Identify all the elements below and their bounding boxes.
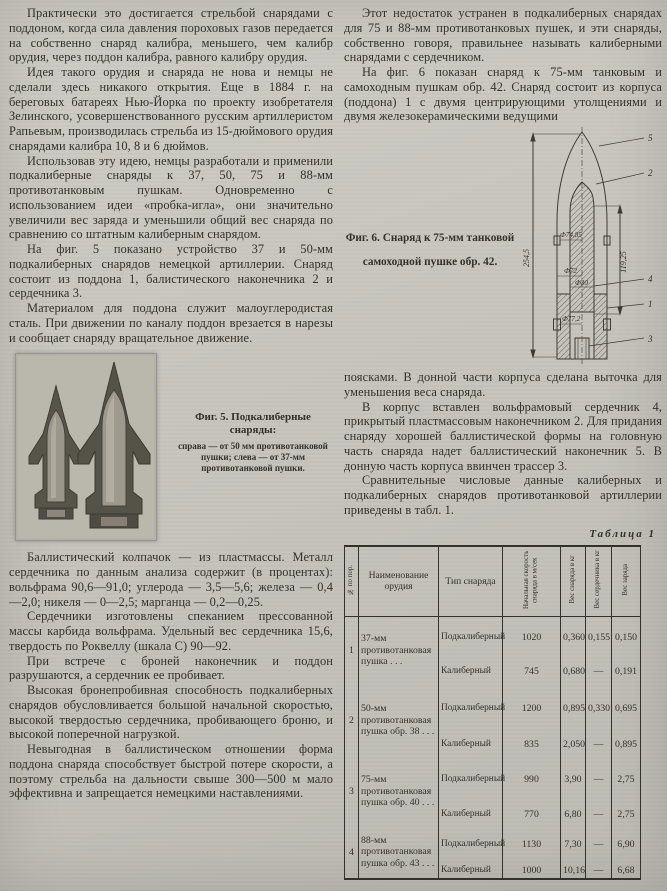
paragraph: Невыгодная в баллистическом отношении форма поддона снаряда способствует быстрой потере скорости, а поэтому стрельба на дальности свыше 300—500 м мало эффективна и запрещается немецкими наставлениями. — [9, 742, 333, 801]
cell-velocity: 990 — [503, 757, 561, 803]
cell-shell-weight: 0,680 — [561, 659, 586, 685]
cell-num: 3 — [345, 757, 359, 827]
table-row — [345, 757, 641, 803]
cell-gun-name: 37-мм противотанковая пушка . . . — [359, 616, 439, 685]
header-num: № по пор. — [345, 546, 359, 617]
paragraph: На фиг. 6 показан снаряд к 75-мм танковым и самоходным пушкам обр. 42. Снаряд состоит из корпуса (поддона) 1 с двумя центрирующими утолщениями и двумя железокерамическими ведущими — [344, 65, 662, 124]
cell-shell-type: Калиберный — [439, 803, 503, 827]
header-velocity: Начальная скорость снаряда в м/сек — [503, 546, 561, 617]
cell-core-weight: — — [586, 733, 612, 757]
paragraph: Использовав эту идею, немцы разработали и применили подкалиберные снаряды к 37, 50, 75 и 88-мм противотанковым пушкам. Одновременно с использованием идеи «пробка-игла», они значительно увеличили вес заряда и уменьшили общий вес снаряда по сравнению со штатным калиберным снарядом. — [9, 153, 333, 242]
cell-num: 1 — [345, 616, 359, 685]
cell-core-weight: — — [586, 863, 612, 879]
cell-shell-weight: 0,895 — [561, 685, 586, 733]
cell-charge-weight: 6,90 — [612, 827, 641, 863]
cell-shell-type: Подкалиберный — [439, 757, 503, 803]
header-charge-weight: Вес заряда — [612, 546, 641, 617]
cell-core-weight: — — [586, 757, 612, 803]
cell-velocity: 835 — [503, 733, 561, 757]
header-gun-name: Наименование орудия — [359, 546, 439, 617]
figure-6 — [344, 126, 662, 366]
cell-gun-name: 50-мм противотанковая пушка обр. 38 . . . — [359, 685, 439, 757]
cell-shell-type: Калиберный — [439, 863, 503, 879]
comparison-table — [344, 545, 641, 880]
header-shell-weight: Вес снаряда в кг — [561, 546, 586, 617]
paragraph: Сердечники изготовлены спеканием прессованной массы карбида вольфрама. Удельный вес сердечника 15,6, твердость по Роквеллу (шкала С) 90—92. — [9, 609, 333, 653]
cell-core-weight: 0,155 — [586, 616, 612, 659]
cell-shell-weight: 0,360 — [561, 616, 586, 659]
cell-shell-type: Калиберный — [439, 733, 503, 757]
paragraph: Высокая бронепробивная способность подкалиберных снарядов обусловливается большой начальной скоростью, высокой твердостью сердечника, пробивающего броню, и высокой поперечной нагрузкой. — [9, 683, 333, 742]
dim-d4: Ф77,2 — [562, 315, 581, 323]
cell-charge-weight: 0,150 — [612, 616, 641, 659]
cell-charge-weight: 0,695 — [612, 685, 641, 733]
figure6-caption: Фиг. 6. Снаряд к 75-мм танковой самоходной пушке обр. 42. — [345, 232, 515, 268]
cell-charge-weight: 6,68 — [612, 863, 641, 879]
cell-shell-type: Подкалиберный — [439, 685, 503, 733]
shell-technical-drawing — [520, 126, 662, 366]
cell-charge-weight: 2,75 — [612, 757, 641, 803]
cell-num: 4 — [345, 827, 359, 879]
figure5-caption-detail: справа — от 50 мм противотанковой пушки; слева — от 37-мм противотанковой пушки. — [178, 441, 328, 474]
table-label: Таблица 1 — [589, 527, 656, 540]
cell-velocity: 1000 — [503, 863, 561, 879]
paragraph: Баллистический колпачок — из пластмассы. Металл сердечника по данным анализа содержит (в процентах): вольфрама 90,6—91,0; углерода — 3,5—5,6; железа — 0,4—2,0; никеля — 0—2,5; марганца — 0,2—0,25. — [9, 550, 333, 609]
cell-charge-weight: 0,895 — [612, 733, 641, 757]
cell-core-weight: — — [586, 803, 612, 827]
table-row — [345, 685, 641, 733]
cell-shell-weight: 10,16 — [561, 863, 586, 879]
cell-velocity: 1020 — [503, 616, 561, 659]
cell-gun-name: 75-мм противотанковая пушка обр. 40 . . . — [359, 757, 439, 827]
cell-shell-weight: 6,80 — [561, 803, 586, 827]
figure-5 — [9, 353, 333, 541]
paragraph: Идея такого орудия и снаряда не нова и немцы не сделали здесь никакого открытия. Еще в 1884 г. на береговых батареях Нью-Йорка по проекту изобретателя Зелинского, усовершенствованного русским артиллеристом Рапьевым, производилась стрельба из 15-дюймового орудия снарядами калибра 10, 8 и 6 дюймов. — [9, 65, 333, 153]
header-shell-type: Тип снаряда — [439, 546, 503, 617]
cell-core-weight: — — [586, 659, 612, 685]
cell-velocity: 1200 — [503, 685, 561, 733]
cell-shell-weight: 7,30 — [561, 827, 586, 863]
callout-4: 4 — [648, 274, 653, 284]
table-row — [345, 616, 641, 659]
dim-d3: Ф30 — [575, 279, 588, 287]
cell-shell-weight: 2,050 — [561, 733, 586, 757]
cell-charge-weight: 0,191 — [612, 659, 641, 685]
cell-gun-name: 88-мм противотанковая пушка обр. 43 . . . — [359, 827, 439, 879]
paragraph: поясками. В донной части корпуса сделана выточка для уменьшения веса снаряда. — [344, 370, 662, 399]
dim-d2: Ф72 — [564, 267, 577, 275]
figure5-caption-title: Фиг. 5. Подкалиберные снаряды: — [195, 411, 311, 437]
callout-5: 5 — [648, 133, 653, 143]
figure5-photo — [15, 353, 157, 541]
cell-charge-weight: 2,75 — [612, 803, 641, 827]
cell-num: 2 — [345, 685, 359, 757]
paragraph: Этот недостаток устранен в подкалиберных снарядах для 75 и 88-мм противотанковых пушек, и эти снаряды, собственно говоря, правильнее называть калиберными снарядами с сердечником. — [344, 6, 662, 65]
paragraph: При встрече с броней наконечник и поддон разрушаются, а сердечник ее пробивает. — [9, 653, 333, 683]
dim-total-height: 254,5 — [522, 249, 531, 267]
header-core-weight: Вес сердечника в кг — [586, 546, 612, 617]
paragraph: На фиг. 5 показано устройство 37 и 50-мм подкалиберных снарядов немецкой артиллерии. Снаряд состоит из поддона 1, балистического наконечника 2 и сердечника 3. — [9, 242, 333, 301]
sabot-projectiles-photo — [16, 354, 156, 540]
paragraph: Материалом для поддона служит малоуглеродистая сталь. При движении по каналу поддон врезается в нарезы и сообщает снаряду вращательное движение. — [9, 301, 333, 345]
dim-d1: Ф74,85 — [560, 231, 582, 239]
cell-core-weight: — — [586, 827, 612, 863]
callout-1: 1 — [648, 299, 653, 309]
paragraph: Сравнительные числовые данные калиберных и подкалиберных снарядов противотанковой артиллерии приведены в табл. 1. — [344, 473, 662, 517]
right-column — [344, 6, 662, 880]
paragraph: В корпус вставлен вольфрамовый сердечник 4, прикрытый пластмассовым наконечником 2. Для придания снаряду хорошей баллистической формы на головную часть снаряда надет баллистический наконечник 5. В донную часть корпуса ввинчен трассер 3. — [344, 399, 662, 473]
callout-2: 2 — [648, 168, 653, 178]
figure5-caption — [173, 353, 333, 541]
cell-shell-type: Калиберный — [439, 659, 503, 685]
cell-velocity: 770 — [503, 803, 561, 827]
cell-velocity: 745 — [503, 659, 561, 685]
callout-3: 3 — [648, 334, 653, 344]
cell-shell-type: Подкалиберный — [439, 616, 503, 659]
paragraph: Практически это достигается стрельбой снарядами с поддоном, когда сила давления пороховых газов передается на собственно снаряд калибра, меньшего, чем калибр орудия, через поддон калибра, равного калибру орудия. — [9, 6, 333, 65]
cell-shell-type: Подкалиберный — [439, 827, 503, 863]
dim-core-height: 119,25 — [619, 251, 628, 273]
cell-core-weight: 0,330 — [586, 685, 612, 733]
left-column — [9, 6, 333, 801]
cell-velocity: 1130 — [503, 827, 561, 863]
cell-shell-weight: 3,90 — [561, 757, 586, 803]
figure6-drawing — [520, 126, 662, 366]
table-row — [345, 827, 641, 863]
